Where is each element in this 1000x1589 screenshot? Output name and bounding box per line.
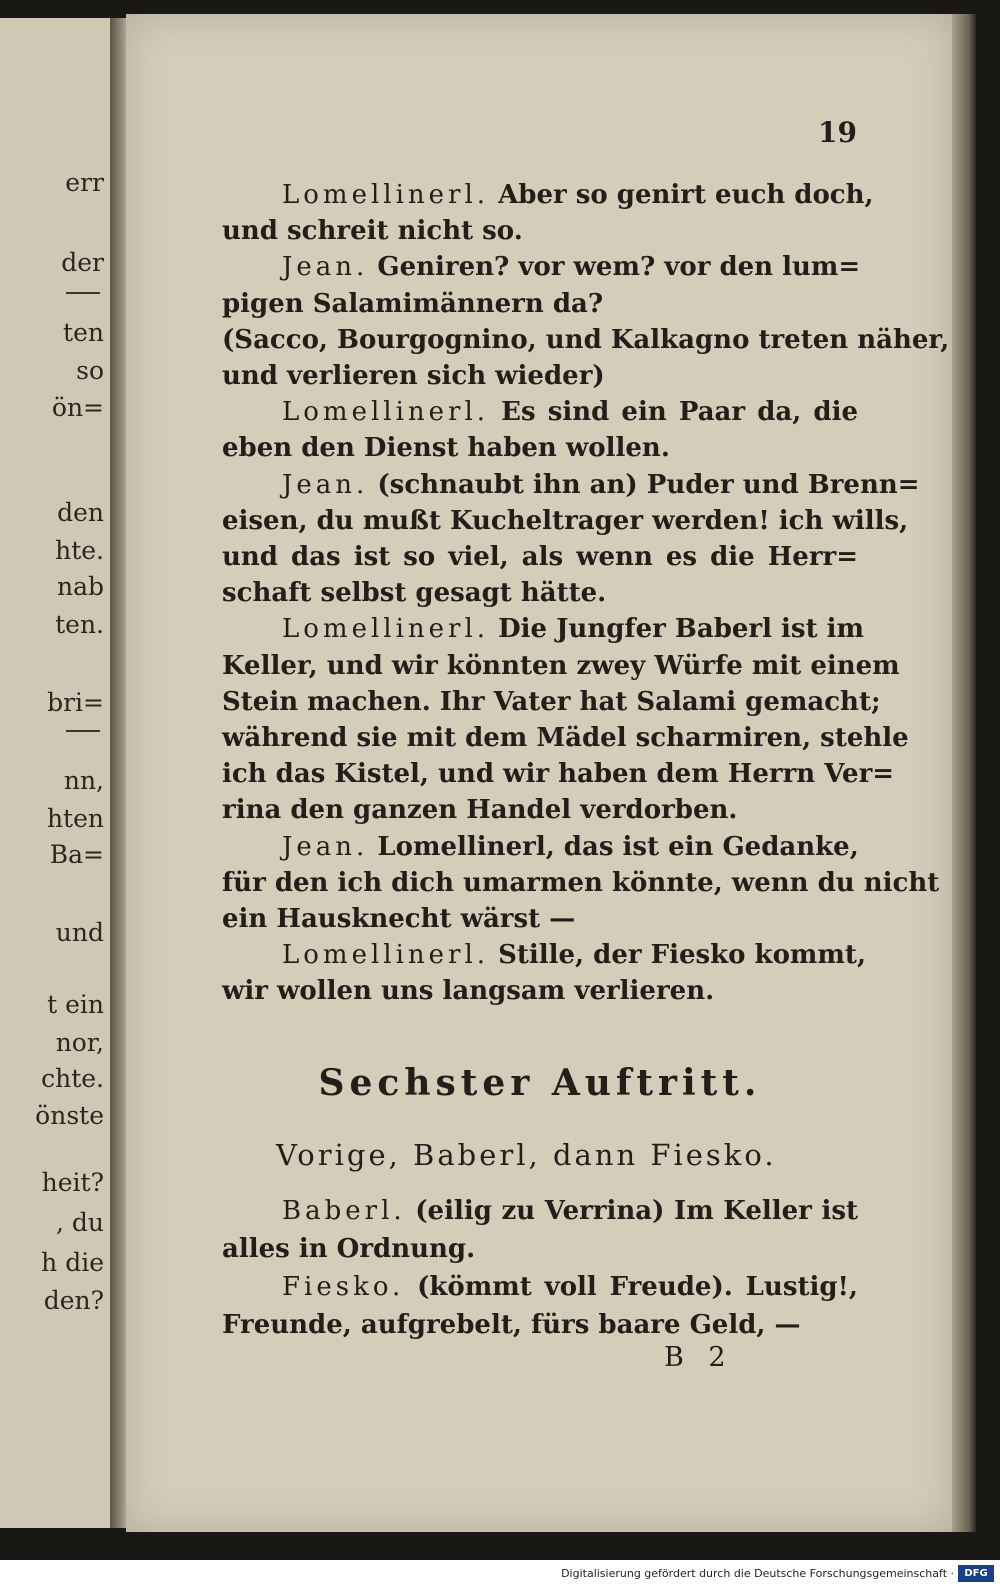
footer-credit: Digitalisierung gefördert durch die Deutsche Forschungsgemeinschaft · bbox=[561, 1567, 954, 1580]
text-line bbox=[222, 938, 866, 972]
left-page-text-fragment: ten bbox=[63, 318, 104, 347]
page-number: 19 bbox=[818, 116, 857, 149]
text-line bbox=[222, 793, 858, 827]
text-line bbox=[222, 431, 858, 465]
left-page-text-fragment: err bbox=[65, 168, 104, 197]
page-edge bbox=[952, 14, 976, 1532]
line-text: Stille, der Fiesko kommt, bbox=[489, 940, 866, 971]
text-line bbox=[222, 576, 858, 610]
speaker-name: Lomellinerl. bbox=[282, 180, 490, 210]
line-text: (schnaubt ihn an) Puder und Brenn= bbox=[368, 469, 920, 500]
left-page-text-fragment: den? bbox=[43, 1286, 104, 1315]
line-text: Die Jungfer Baberl ist im bbox=[489, 614, 865, 645]
dfg-logo: DFG bbox=[958, 1565, 994, 1582]
line-text: ein Hausknecht wärst — bbox=[222, 904, 576, 934]
left-page-text-fragment: Ba= bbox=[49, 840, 104, 869]
left-page-rule bbox=[66, 730, 100, 732]
text-line bbox=[222, 1194, 858, 1228]
left-page-text-fragment: , du bbox=[56, 1208, 104, 1237]
line-text: Es sind ein Paar da, die bbox=[489, 397, 858, 428]
text-line bbox=[222, 902, 858, 936]
text-line bbox=[222, 685, 881, 719]
left-page-text-fragment: heit? bbox=[41, 1168, 104, 1197]
left-page-text-fragment: t ein bbox=[47, 990, 104, 1019]
speaker-name: Jean. bbox=[282, 831, 369, 862]
text-line bbox=[222, 395, 858, 429]
left-page-text-fragment: ön= bbox=[51, 393, 104, 422]
left-page-rule bbox=[66, 292, 100, 294]
line-text: und das ist so viel, als wenn es die Herr= bbox=[222, 542, 858, 572]
scene-heading: Sechster Auftritt. bbox=[318, 1062, 762, 1104]
line-text: Aber so genirt euch doch, bbox=[489, 180, 874, 210]
text-line bbox=[222, 287, 858, 321]
line-text: pigen Salamimännern da? bbox=[222, 288, 604, 319]
text-line bbox=[222, 359, 858, 393]
speaker-name: Baberl. bbox=[282, 1196, 406, 1226]
line-text: eben den Dienst haben wollen. bbox=[222, 433, 670, 464]
speaker-name: Jean. bbox=[282, 469, 369, 500]
speaker-name: Lomellinerl. bbox=[282, 614, 490, 645]
footer-bar bbox=[0, 1560, 1000, 1589]
speaker-name: Fiesko. bbox=[282, 1272, 405, 1302]
text-line bbox=[222, 504, 909, 538]
left-page-text-fragment: nab bbox=[56, 572, 104, 601]
line-text: alles in Ordnung. bbox=[222, 1234, 476, 1264]
line-text: Stein machen. Ihr Vater hat Salami gemacht; bbox=[222, 686, 881, 717]
left-page-fragment bbox=[0, 18, 113, 1528]
text-line bbox=[222, 1270, 858, 1304]
speaker-name: Lomellinerl. bbox=[282, 397, 490, 428]
right-page bbox=[126, 14, 952, 1532]
left-page-text-fragment: hten bbox=[46, 804, 104, 833]
text-line bbox=[222, 468, 920, 502]
left-page-text-fragment: und bbox=[55, 918, 104, 947]
left-page-text-fragment: der bbox=[61, 248, 104, 277]
text-line bbox=[222, 830, 858, 864]
cast-line: Vorige, Baberl, dann Fiesko. bbox=[276, 1138, 777, 1172]
text-line bbox=[222, 866, 940, 900]
text-line bbox=[222, 540, 858, 574]
line-text: eisen, du mußt Kucheltrager werden! ich wills, bbox=[222, 505, 909, 536]
left-page-text-fragment: den bbox=[57, 498, 104, 527]
left-page-text-fragment: so bbox=[76, 356, 104, 385]
left-page-text-fragment: önste bbox=[35, 1101, 104, 1130]
left-page-text-fragment: bri= bbox=[47, 688, 104, 717]
line-text: (kömmt voll Freude). Lustig!, bbox=[404, 1272, 858, 1302]
text-line bbox=[222, 757, 895, 791]
line-text: und verlieren sich wieder) bbox=[222, 361, 605, 391]
text-line bbox=[222, 612, 865, 646]
text-line bbox=[222, 214, 858, 248]
line-text: für den ich dich umarmen könnte, wenn du nicht bbox=[222, 867, 940, 898]
line-text: wir wollen uns langsam verlieren. bbox=[222, 976, 715, 1007]
line-text: (Sacco, Bourgognino, und Kalkagno treten näher, bbox=[222, 324, 950, 355]
speaker-name: Jean. bbox=[282, 252, 369, 283]
text-line bbox=[222, 974, 858, 1008]
line-text: rina den ganzen Handel verdorben. bbox=[222, 795, 738, 826]
text-line bbox=[222, 721, 909, 755]
line-text: (eilig zu Verrina) Im Keller ist bbox=[405, 1196, 858, 1226]
line-text: während sie mit dem Mädel scharmiren, stehle bbox=[222, 723, 909, 753]
line-text: Keller, und wir könnten zwey Würfe mit einem bbox=[222, 650, 900, 681]
text-line bbox=[222, 1232, 858, 1266]
left-page-text-fragment: ten. bbox=[55, 610, 104, 639]
text-line bbox=[222, 323, 950, 357]
text-line bbox=[222, 178, 874, 212]
line-text: und schreit nicht so. bbox=[222, 216, 523, 247]
left-page-text-fragment: h die bbox=[41, 1248, 104, 1277]
text-line bbox=[222, 250, 861, 284]
line-text: ich das Kistel, und wir haben dem Herrn Ver= bbox=[222, 759, 895, 790]
left-page-text-fragment: nor, bbox=[55, 1028, 104, 1057]
left-page-text-fragment: hte. bbox=[55, 536, 104, 565]
signature-mark: B 2 bbox=[664, 1342, 734, 1373]
text-line bbox=[222, 1308, 858, 1342]
line-text: Freunde, aufgrebelt, fürs baare Geld, — bbox=[222, 1310, 801, 1340]
text-line bbox=[222, 649, 900, 683]
line-text: Geniren? vor wem? vor den lum= bbox=[368, 252, 861, 283]
line-text: Lomellinerl, das ist ein Gedanke, bbox=[368, 831, 859, 862]
left-page-text-fragment: chte. bbox=[41, 1064, 104, 1093]
left-page-text-fragment: nn, bbox=[63, 766, 104, 795]
line-text: schaft selbst gesagt hätte. bbox=[222, 578, 607, 609]
speaker-name: Lomellinerl. bbox=[282, 940, 490, 971]
